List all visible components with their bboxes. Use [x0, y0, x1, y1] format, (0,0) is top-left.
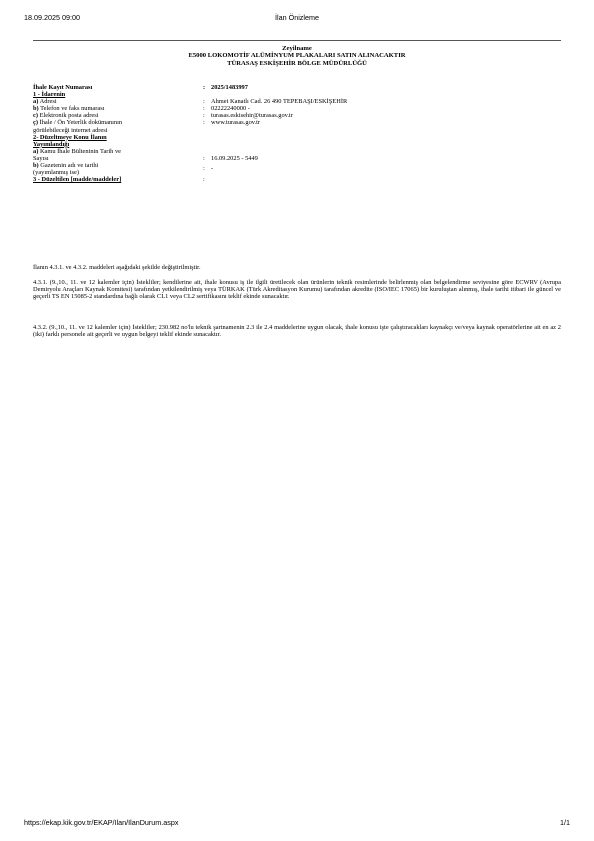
- tel-label: Telefon ve faks numarası: [40, 105, 105, 113]
- bulten-label-2: Sayısı: [33, 154, 49, 162]
- intro-paragraph: İlanın 4.3.1. ve 4.3.2. maddeleri aşağıdaki şekilde değiştirilmiştir.: [33, 264, 201, 271]
- email-value: turasas.eskisehir@turasas.gov.tr: [211, 112, 293, 120]
- section-1-title: 1 - İdarenin: [33, 91, 66, 99]
- title-line-3: TÜRASAŞ ESKİŞEHİR BÖLGE MÜDÜRLÜĞÜ: [227, 59, 367, 67]
- tender-info-table: İhale Kayıt Numarası : 2025/1483997 1 - İdarenin a) Adresi : Ahmet Kanatlı Cad. 26 490 TEPEBAŞI/ESKİŞEHİR b) Telefon ve faks numarası : 02222240000 - c) Elektronik posta adresi : turasas.eskisehir@turasas.gov.tr ç) İhale / Ön Yeterlik dokümanının görülebileceği internet adresi : www.turasas.gov.tr 2- Düzeltmeye Konu İlanın Yayımlandığı a) Kamu İhale Bülteninin Tarih ve Sayısı : 16.09.2025 - 5449 b) Gazetenin adı ve tarihi (yayımlanmış ise) : - 3 - Düzeltilen [madde/maddeler] :: [33, 84, 348, 184]
- footer-url: https://ekap.kik.gov.tr/EKAP/Ilan/IlanDurum.aspx: [24, 818, 179, 827]
- section-3-title: 3 - Düzeltilen [madde/maddeler]: [33, 176, 122, 184]
- gazete-label-1: Gazetenin adı ve tarihi: [40, 162, 99, 170]
- gazete-value: -: [211, 165, 214, 173]
- ihale-kayit-label: İhale Kayıt Numarası: [33, 84, 93, 91]
- header-datetime: 18.09.2025 09:00: [24, 13, 80, 22]
- page-footer: [24, 818, 570, 828]
- section-2-title: 2- Düzeltmeye Konu İlanın Yayımlandığı: [33, 133, 107, 148]
- web-label-1: İhale / Ön Yeterlik dokümanının: [39, 119, 123, 127]
- paragraph-4-3-1: 4.3.1. (9.,10., 11. ve 12 kalemler için) İstekliler; kendilerine ait, ihale konusu iş ile ilgili üretilecek olan ürünlerin teknik resimlerinde belirlenmiş olan belgelendirme seviyesine göre ECWRV (Avrupa Demiryolu Araçları Kaynak Komitesi) tarafından yetkilendirilmiş veya TÜRKAK (Türk Akreditasyon Kurumu) tarafından akredite (ISO/IEC 17065) bir kuruluştan alınmış, ihale tarihi itibari ile güncel ve geçerli TS EN 15085-2 standardına bağlı olarak CL1 veya CL2 sertifikasını teklif ekinde sunacaktır.: [33, 279, 561, 301]
- page-number: 1/1: [560, 818, 570, 827]
- ihale-kayit-value: 2025/1483997: [211, 84, 248, 91]
- tel-value: 02222240000 -: [211, 105, 250, 113]
- header-divider: [33, 40, 561, 41]
- web-value: www.turasas.gov.tr: [211, 119, 261, 127]
- adres-value: Ahmet Kanatlı Cad. 26 490 TEPEBAŞI/ESKİŞEHİR: [211, 98, 348, 106]
- title-line-2: E5000 LOKOMOTİF ALÜMİNYUM PLAKALARI SATIN ALINACAKTIR: [188, 52, 406, 60]
- title-line-1: Zeyilname: [282, 45, 312, 52]
- gazete-label-2: (yayımlanmış ise): [33, 169, 79, 177]
- header-title: İlan Önizleme: [275, 13, 319, 22]
- bulten-value: 16.09.2025 - 5449: [211, 154, 258, 162]
- bulten-label-1: Kamu İhale Bülteninin Tarih ve: [39, 147, 122, 155]
- adres-label: Adresi: [39, 98, 57, 106]
- email-label: Elektronik posta adresi: [39, 112, 99, 120]
- page-header: [24, 13, 570, 23]
- document-title: [33, 45, 561, 67]
- paragraph-4-3-2: 4.3.2. (9.,10., 11. ve 12 kalemler için) İstekliler; 230.982 no'lu teknik şartnamenin 2.3 ile 2.4 maddelerine uygun olacak, ihale konusu işte çalıştıracakları kaynakçı ve/veya kaynak operatörlerine ait en az 2 (iki) farklı personele ait geçerli ve uygun belgeyi teklif ekinde sunacaktır.: [33, 324, 561, 339]
- web-label-2: görülebileceği internet adresi: [33, 126, 108, 134]
